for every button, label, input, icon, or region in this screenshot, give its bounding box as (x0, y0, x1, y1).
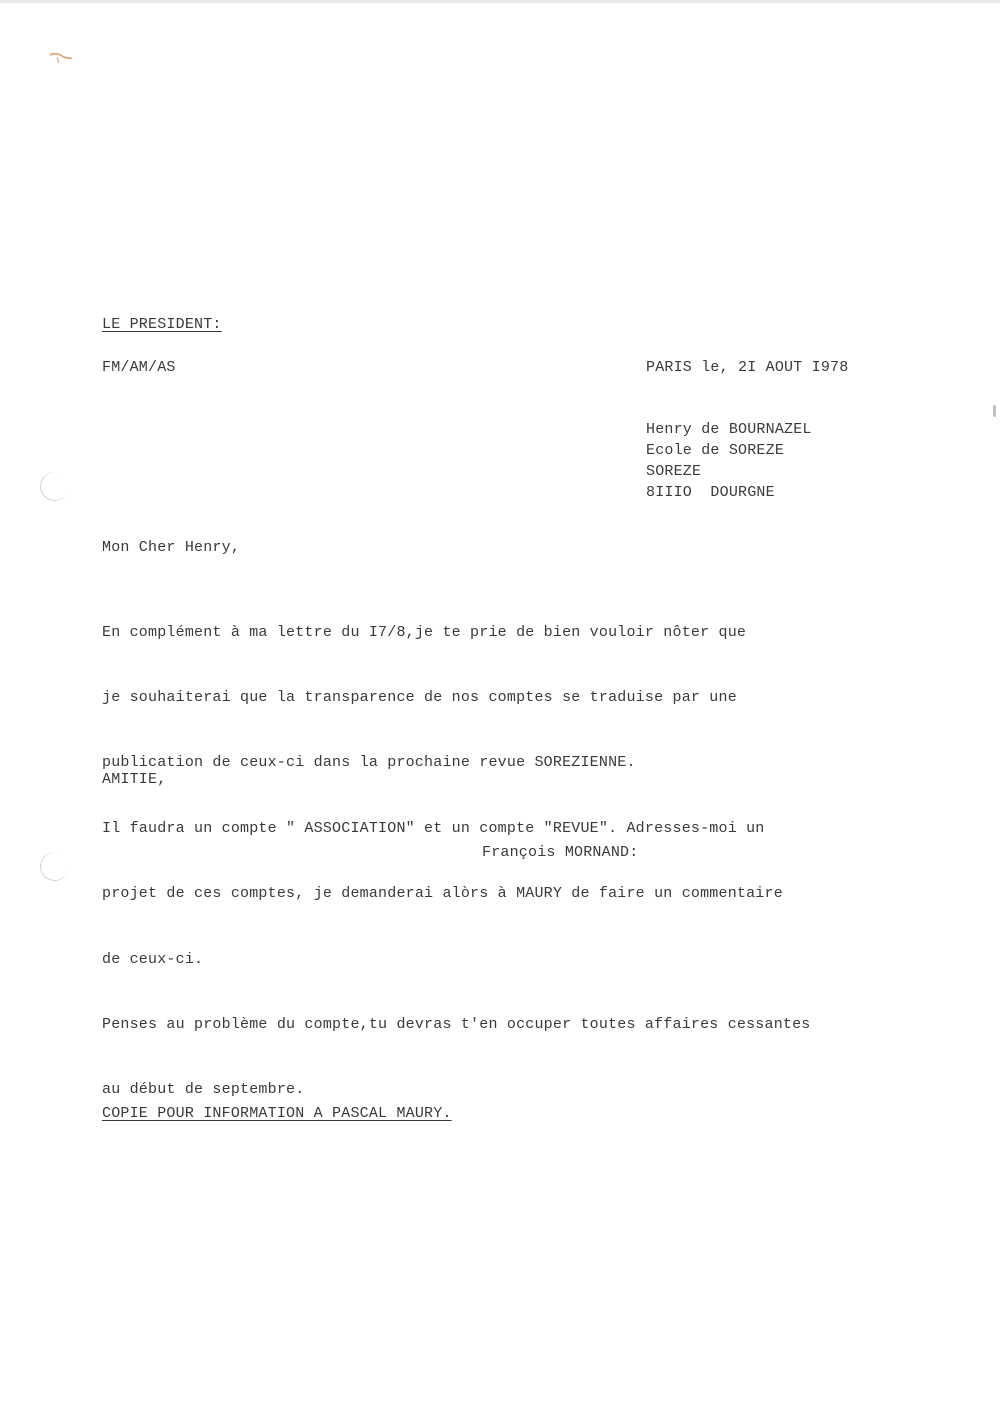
signature: François MORNAND: (482, 844, 639, 861)
reference-code: FM/AM/AS (102, 359, 176, 376)
edge-mark (993, 405, 996, 417)
copy-note: COPIE POUR INFORMATION A PASCAL MAURY. (102, 1105, 452, 1122)
letter-body (102, 578, 811, 1145)
body-line: En complément à ma lettre du I7/8,je te prie de bien vouloir nôter que (102, 623, 747, 641)
body-line: projet de ces comptes, je demanderai alòrs à MAURY de faire un commentaire (102, 885, 783, 903)
body-line: au début de septembre. (102, 1081, 305, 1099)
salutation: Mon Cher Henry, (102, 539, 241, 556)
date-line: PARIS le, 2I AOUT I978 (646, 359, 849, 376)
recipient-line: Ecole de SOREZE (646, 442, 785, 459)
rust-stain-mark (48, 50, 74, 64)
body-line: Penses au problème du compte,tu devras t'en occuper toutes affaires cessantes (102, 1015, 811, 1033)
recipient-line: 8IIIO DOURGNE (646, 484, 775, 501)
body-line: publication de ceux-ci dans la prochaine revue SOREZIENNE. (102, 754, 636, 772)
letterhead-title: LE PRESIDENT: (102, 316, 222, 333)
paper-top-edge (0, 0, 1000, 3)
recipient-line: Henry de BOURNAZEL (646, 421, 812, 438)
closing: AMITIE, (102, 771, 167, 788)
punch-hole-upper (37, 469, 73, 505)
body-line: je souhaiterai que la transparence de nos comptes se traduise par une (102, 688, 737, 706)
body-line: de ceux-ci. (102, 950, 204, 968)
body-line: Il faudra un compte " ASSOCIATION" et un compte "REVUE". Adresses-moi un (102, 819, 765, 837)
punch-hole-lower (37, 849, 73, 885)
recipient-line: SOREZE (646, 463, 702, 480)
